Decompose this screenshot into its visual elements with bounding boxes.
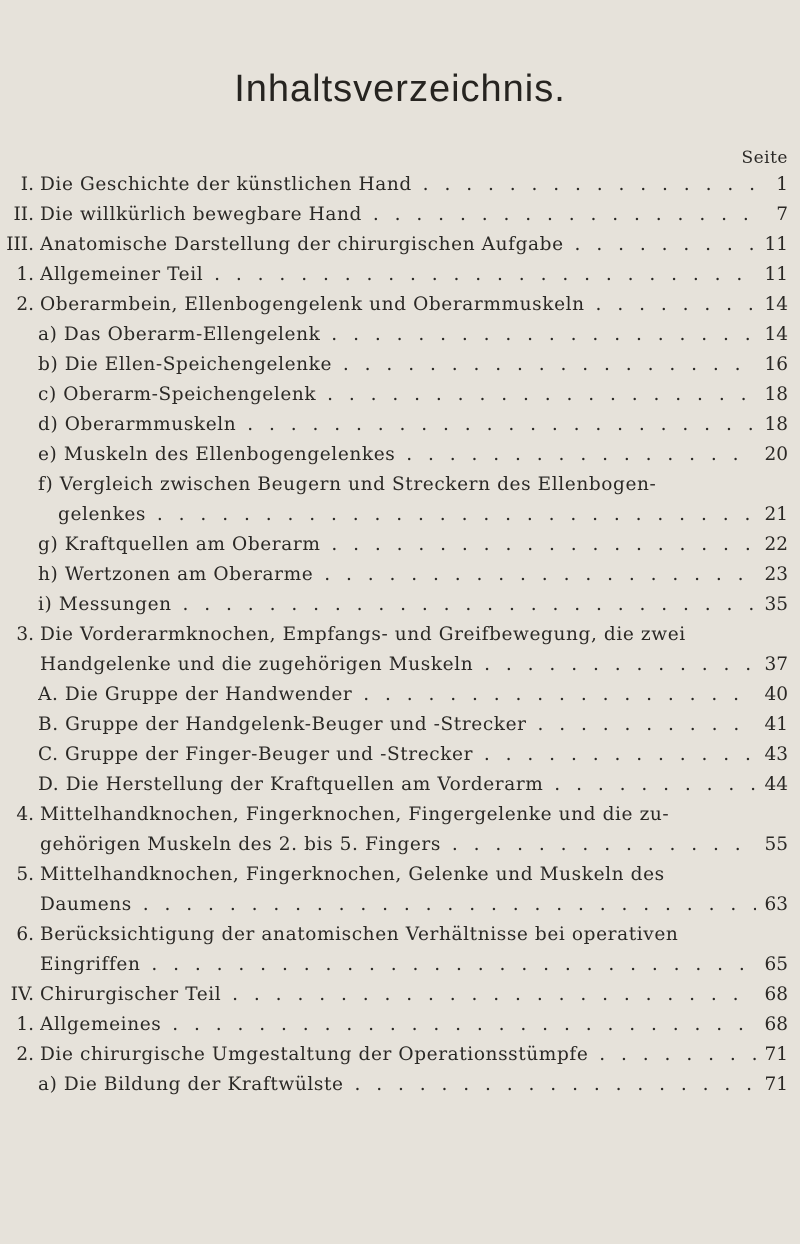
entry-page: 41 [764, 714, 788, 735]
entry-number: 2. [16, 294, 34, 315]
toc-entry [0, 980, 800, 1010]
entry-page: 21 [764, 504, 788, 525]
toc-entry-continuation [0, 950, 800, 980]
entry-page: 20 [764, 444, 788, 465]
toc-entry [0, 620, 800, 650]
entry-number: IV. [10, 984, 34, 1005]
toc-entry [0, 920, 800, 950]
entry-number: 3. [16, 624, 34, 645]
entry-number: 2. [16, 1044, 34, 1065]
toc-entry [0, 200, 800, 230]
toc-entry [0, 380, 800, 410]
toc-entry [0, 800, 800, 830]
entry-title: Daumens . . . [40, 890, 756, 920]
entry-number: III. [6, 234, 34, 255]
entry-title: c) Oberarm-Speichengelenk . . . [38, 380, 756, 410]
entry-page: 22 [764, 534, 788, 555]
entry-title: Oberarmbein, Ellenbogengelenk und Oberarmmuskeln . . . [40, 290, 756, 320]
toc-entry [0, 680, 800, 710]
entry-title: Mittelhandknochen, Fingerknochen, Gelenke und Muskeln des [40, 864, 665, 885]
entry-number: I. [20, 174, 34, 195]
table-of-contents [0, 170, 800, 1100]
entry-title: b) Die Ellen-Speichengelenke . . . [38, 350, 756, 380]
entry-title: Eingriffen . . . [40, 950, 756, 980]
entry-page: 16 [764, 354, 788, 375]
entry-page: 68 [764, 1014, 788, 1035]
entry-title: g) Kraftquellen am Oberarm . . . [38, 530, 756, 560]
entry-title: h) Wertzonen am Oberarme . . . [38, 560, 756, 590]
toc-entry [0, 1010, 800, 1040]
entry-title: Allgemeiner Teil . . . [40, 260, 756, 290]
entry-title: f) Vergleich zwischen Beugern und Streckern des Ellenbogen- [38, 474, 657, 495]
entry-page: 18 [764, 384, 788, 405]
entry-page: 11 [764, 234, 788, 255]
entry-page: 44 [764, 774, 788, 795]
entry-number: 5. [16, 864, 34, 885]
entry-title: gehörigen Muskeln des 2. bis 5. Fingers . . . [40, 830, 756, 860]
toc-entry [0, 740, 800, 770]
toc-entry [0, 170, 800, 200]
entry-title: e) Muskeln des Ellenbogengelenkes . . . [38, 440, 756, 470]
page-title: Inhaltsverzeichnis. [234, 68, 566, 110]
page-column-label: Seite [741, 148, 788, 168]
entry-title: d) Oberarmmuskeln . . . [38, 410, 756, 440]
entry-page: 40 [764, 684, 788, 705]
entry-page: 65 [764, 954, 788, 975]
toc-entry [0, 560, 800, 590]
entry-title: Berücksichtigung der anatomischen Verhältnisse bei operativen [40, 924, 679, 945]
entry-title: B. Gruppe der Handgelenk-Beuger und -Strecker . . . [38, 710, 756, 740]
entry-page: 11 [764, 264, 788, 285]
entry-page: 43 [764, 744, 788, 765]
entry-page: 68 [764, 984, 788, 1005]
entry-page: 1 [776, 174, 788, 195]
entry-number: II. [13, 204, 34, 225]
toc-entry [0, 410, 800, 440]
entry-page: 14 [764, 294, 788, 315]
toc-entry [0, 470, 800, 500]
entry-title: gelenkes . . . [58, 500, 756, 530]
toc-entry [0, 260, 800, 290]
entry-title: i) Messungen . . . [38, 590, 756, 620]
toc-entry [0, 710, 800, 740]
toc-entry [0, 860, 800, 890]
entry-page: 71 [764, 1074, 788, 1095]
entry-title: a) Die Bildung der Kraftwülste . . . [38, 1070, 756, 1100]
entry-page: 14 [764, 324, 788, 345]
entry-title: Handgelenke und die zugehörigen Muskeln . . . [40, 650, 756, 680]
entry-title: Die willkürlich bewegbare Hand . . . [40, 200, 756, 230]
toc-entry [0, 770, 800, 800]
entry-page: 55 [764, 834, 788, 855]
toc-entry-continuation [0, 830, 800, 860]
toc-entry [0, 320, 800, 350]
toc-entry [0, 350, 800, 380]
toc-entry [0, 1040, 800, 1070]
entry-title: Chirurgischer Teil . . . [40, 980, 756, 1010]
entry-page: 35 [764, 594, 788, 615]
entry-page: 18 [764, 414, 788, 435]
entry-page: 37 [764, 654, 788, 675]
toc-entry [0, 290, 800, 320]
entry-title: A. Die Gruppe der Handwender . . . [38, 680, 756, 710]
entry-page: 71 [764, 1044, 788, 1065]
toc-entry [0, 590, 800, 620]
entry-title: D. Die Herstellung der Kraftquellen am Vorderarm . . . [38, 770, 756, 800]
entry-number: 1. [16, 1014, 34, 1035]
entry-title: a) Das Oberarm-Ellengelenk . . . [38, 320, 756, 350]
entry-title: Allgemeines . . . [40, 1010, 756, 1040]
toc-entry-continuation [0, 500, 800, 530]
toc-entry [0, 1070, 800, 1100]
toc-entry [0, 440, 800, 470]
entry-page: 23 [764, 564, 788, 585]
entry-page: 7 [776, 204, 788, 225]
toc-entry-continuation [0, 890, 800, 920]
entry-title: Die chirurgische Umgestaltung der Operationsstümpfe . . . [40, 1040, 756, 1070]
toc-entry [0, 230, 800, 260]
toc-entry [0, 530, 800, 560]
entry-number: 4. [16, 804, 34, 825]
entry-title: Anatomische Darstellung der chirurgischen Aufgabe . . . [40, 230, 756, 260]
entry-title: Mittelhandknochen, Fingerknochen, Fingergelenke und die zu- [40, 804, 670, 825]
entry-title: C. Gruppe der Finger-Beuger und -Strecker . . . [38, 740, 756, 770]
entry-title: Die Vorderarmknochen, Empfangs- und Greifbewegung, die zwei [40, 624, 686, 645]
entry-title: Die Geschichte der künstlichen Hand . . . [40, 170, 756, 200]
toc-entry-continuation [0, 650, 800, 680]
entry-number: 6. [16, 924, 34, 945]
entry-number: 1. [16, 264, 34, 285]
entry-page: 63 [764, 894, 788, 915]
